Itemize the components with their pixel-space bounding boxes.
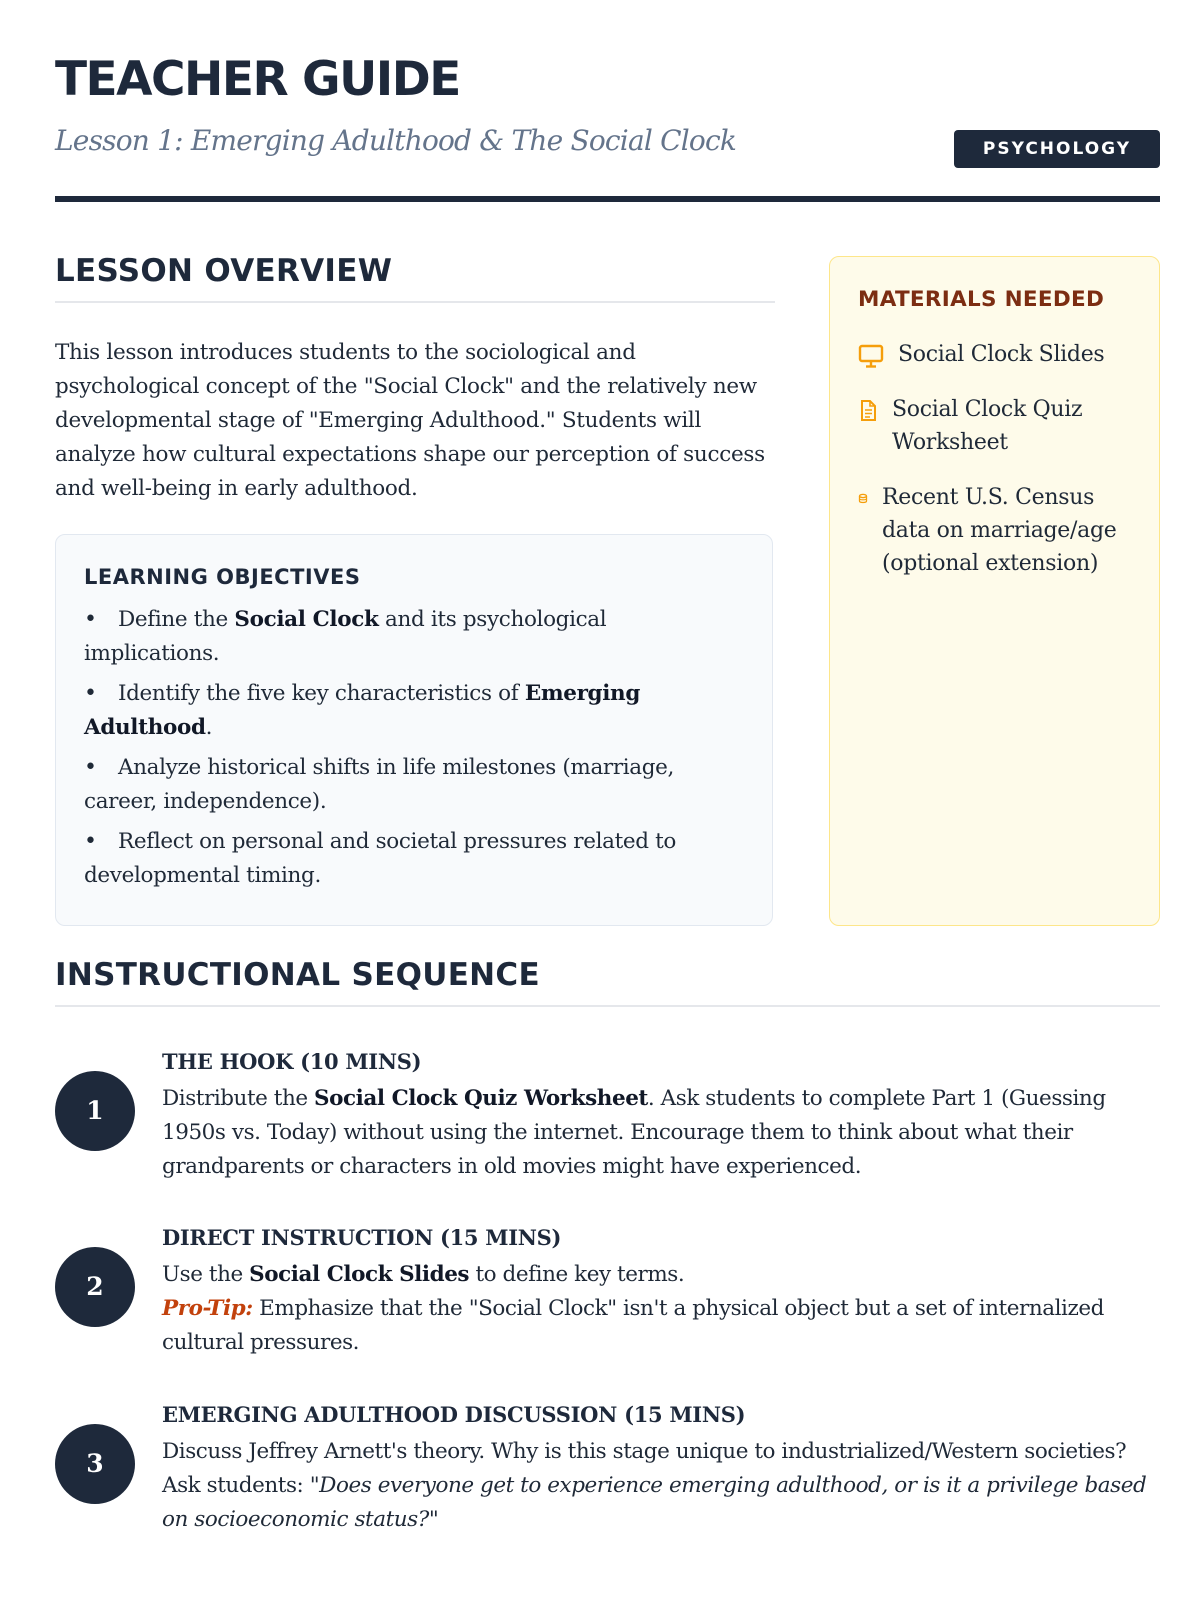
objective-item: • Analyze historical shifts in life milestones (marriage, career, independence).	[84, 751, 746, 819]
page-title: TEACHER GUIDE	[55, 52, 460, 107]
materials-item-label: Recent U.S. Census data on marriage/age (optional extension)	[882, 485, 1117, 576]
materials-item-worksheet	[858, 393, 1135, 459]
bullet: •	[84, 607, 97, 632]
objective-item: • Define the Social Clock and its psychological implications.	[84, 603, 746, 671]
database-icon	[858, 481, 868, 514]
step-title: EMERGING ADULTHOOD DISCUSSION (15 MINS)	[162, 1402, 746, 1427]
step-number-badge: 1	[55, 1071, 135, 1151]
document-icon	[858, 393, 878, 426]
discussion-question: "Does everyone get to experience emerging adulthood, or is it a privilege based on socioeconomic status?"	[162, 1473, 1147, 1532]
subject-badge: PSYCHOLOGY	[954, 130, 1160, 168]
monitor-icon	[858, 338, 884, 371]
materials-needed-heading: MATERIALS NEEDED	[858, 287, 1105, 312]
bullet: •	[84, 755, 97, 780]
step-text: Distribute the Social Clock Quiz Worksheet. Ask students to complete Part 1 (Guessing 1950s vs. Today) without using the internet. Encourage them to think about what their grandparents or characters in old movies might have experienced.	[162, 1086, 1106, 1179]
instructional-sequence-heading: INSTRUCTIONAL SEQUENCE	[55, 957, 540, 993]
lesson-subtitle: Lesson 1: Emerging Adulthood & The Social Clock	[55, 124, 736, 157]
step-body	[162, 1046, 1162, 1184]
lesson-overview-heading: LESSON OVERVIEW	[55, 253, 393, 289]
materials-needed-box	[829, 256, 1160, 926]
sequence-divider	[55, 1005, 1160, 1007]
step-number-badge: 2	[55, 1247, 135, 1327]
learning-objectives-box	[55, 534, 773, 926]
step-text: Use the Social Clock Slides to define key terms. Pro-Tip: Emphasize that the "Social Clock" isn't a physical object but a set of internalized cultural pressures.	[162, 1262, 1104, 1355]
materials-item-label: Social Clock Quiz Worksheet	[892, 397, 1083, 455]
step-body	[162, 1399, 1162, 1537]
pro-tip-label: Pro-Tip:	[162, 1296, 253, 1321]
materials-list	[858, 338, 1135, 580]
step-body	[162, 1222, 1162, 1360]
step-title: DIRECT INSTRUCTION (15 MINS)	[162, 1225, 562, 1250]
step-text: Discuss Jeffrey Arnett's theory. Why is this stage unique to industrialized/Western societies? Ask students: "Does everyone get to experience emerging adulthood, or is it a privilege based on socioeconomic status?"	[162, 1439, 1147, 1532]
pro-tip-text: Emphasize that the "Social Clock" isn't a physical object but a set of internalized cultural pressures.	[162, 1296, 1104, 1355]
objective-item: • Reflect on personal and societal pressures related to developmental timing.	[84, 825, 746, 893]
materials-item-label: Social Clock Slides	[898, 342, 1105, 367]
bullet: •	[84, 681, 97, 706]
learning-objectives-heading: LEARNING OBJECTIVES	[84, 565, 361, 589]
step-number-badge: 3	[55, 1424, 135, 1504]
step-title: THE HOOK (10 MINS)	[162, 1049, 422, 1074]
lesson-overview-text: This lesson introduces students to the sociological and psychological concept of the "Social Clock" and the relatively new developmental stage of "Emerging Adulthood." Students will analyze how cultural expectations shape our perception of success and well-being in early adulthood.	[55, 340, 765, 501]
materials-item-census-data	[858, 481, 1135, 580]
overview-divider	[55, 301, 775, 303]
learning-objectives-list	[84, 603, 746, 893]
materials-item-slides	[858, 338, 1135, 371]
bullet: •	[84, 829, 97, 854]
header-divider	[55, 196, 1160, 202]
objective-item: • Identify the five key characteristics of Emerging Adulthood.	[84, 677, 746, 745]
